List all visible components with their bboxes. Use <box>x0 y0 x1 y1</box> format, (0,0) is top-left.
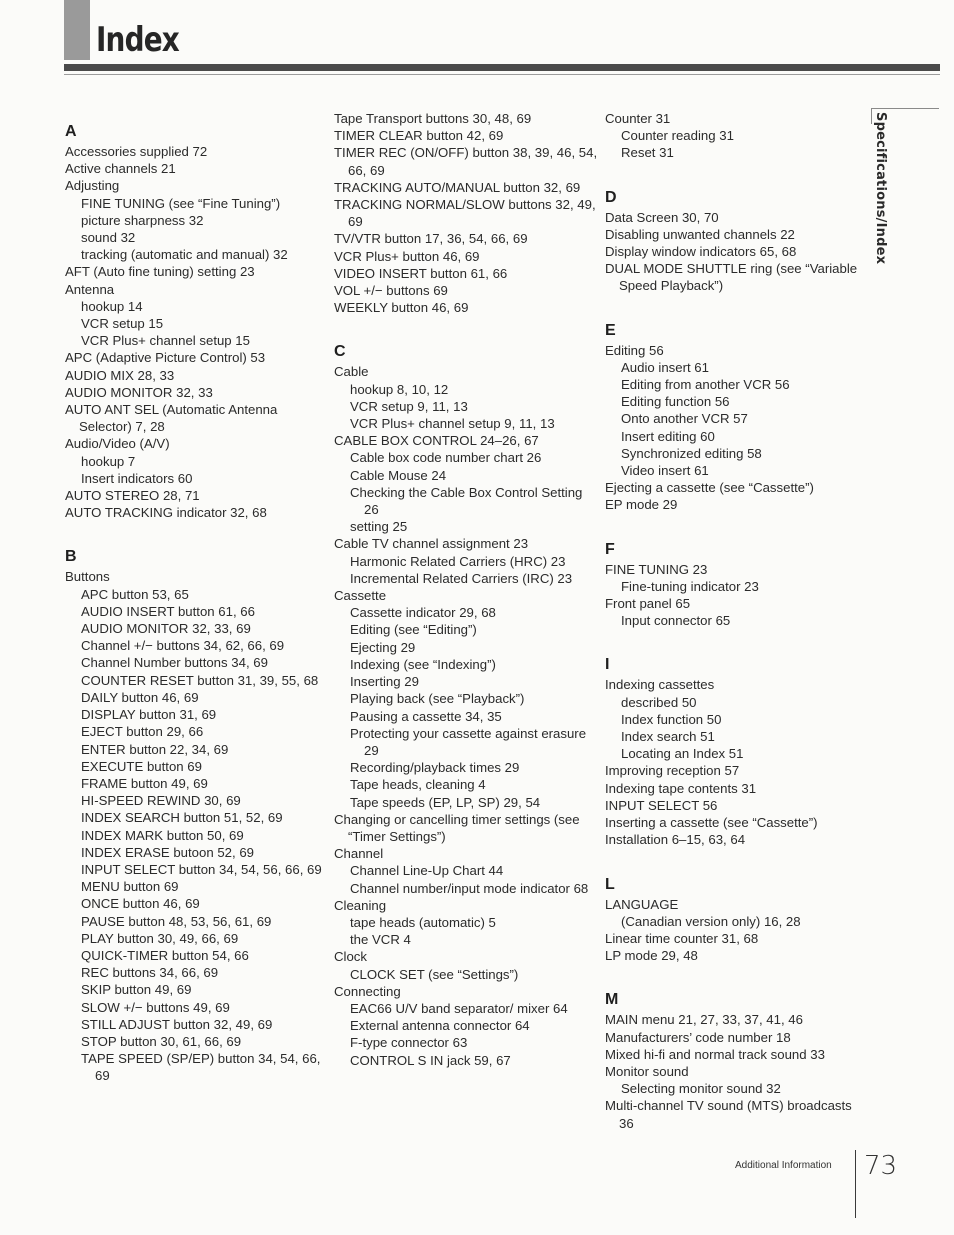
index-subentry: hookup 8, 10, 12 <box>350 381 449 397</box>
index-entry: Monitor sound <box>605 1063 689 1079</box>
index-column-2 <box>334 110 598 1069</box>
index-subentry: Counter reading 31 <box>621 128 734 144</box>
index-subentry: Channel number/input mode indicator 68 <box>350 880 589 896</box>
index-subentry: COUNTER RESET button 31, 39, 55, 68 <box>81 672 319 688</box>
index-entry: Display window indicators 65, 68 <box>605 244 797 260</box>
index-entry: VOL +/− buttons 69 <box>334 283 448 299</box>
index-subentry: EAC66 U/V band separator/ mixer 64 <box>350 1000 568 1016</box>
index-entry: LP mode 29, 48 <box>605 948 698 964</box>
index-subentry: APC button 53, 65 <box>81 586 189 602</box>
index-subentry: Tape speeds (EP, LP, SP) 29, 54 <box>350 794 541 810</box>
index-subentry: Playing back (see “Playback”) <box>350 691 525 707</box>
index-subentry: Input connector 65 <box>621 613 731 629</box>
index-subentry: PLAY button 30, 49, 66, 69 <box>81 930 239 946</box>
index-subentry: Insert indicators 60 <box>81 470 193 486</box>
index-entry: TIMER REC (ON/OFF) button 38, 39, 46, 54, 66, 69 <box>334 145 598 178</box>
header-rule <box>64 64 940 71</box>
index-subentry: TAPE SPEED (SP/EP) button 34, 54, 66, 69 <box>81 1051 321 1084</box>
index-entry: Indexing cassettes <box>605 677 715 693</box>
index-letter-heading: L <box>605 875 615 893</box>
index-subentry: HI-SPEED REWIND 30, 69 <box>81 793 241 809</box>
index-entry: Multi-channel TV sound (MTS) broadcasts 36 <box>605 1098 852 1131</box>
index-entry: Tape Transport buttons 30, 48, 69 <box>334 111 532 126</box>
index-subentry: Reset 31 <box>621 145 674 161</box>
index-subentry: QUICK-TIMER button 54, 66 <box>81 947 249 963</box>
side-tab-rule <box>871 108 939 109</box>
index-subentry: hookup 7 <box>81 453 136 469</box>
index-subentry: INDEX ERASE butoon 52, 69 <box>81 844 255 860</box>
index-subentry: AUDIO MONITOR 32, 33, 69 <box>81 621 251 637</box>
index-subentry: Cable box code number chart 26 <box>350 450 542 466</box>
index-subentry: Editing from another VCR 56 <box>621 377 790 393</box>
index-subentry: Indexing (see “Indexing”) <box>350 656 496 672</box>
index-entry: Installation 6–15, 63, 64 <box>605 832 746 848</box>
index-entry: Channel <box>334 846 384 862</box>
index-letter-heading: I <box>605 656 610 674</box>
index-subentry: Insert editing 60 <box>621 428 715 444</box>
index-subentry: the VCR 4 <box>350 932 411 948</box>
index-entry: Improving reception 57 <box>605 763 740 779</box>
index-subentry: CONTROL S IN jack 59, 67 <box>350 1052 511 1068</box>
index-entry: FINE TUNING 23 <box>605 561 708 577</box>
index-entry: Adjusting <box>65 178 120 194</box>
index-entry: Front panel 65 <box>605 596 691 612</box>
index-subentry: Selecting monitor sound 32 <box>621 1081 781 1097</box>
index-entry: CABLE BOX CONTROL 24–26, 67 <box>334 433 539 449</box>
index-entry: WEEKLY button 46, 69 <box>334 300 469 316</box>
index-subentry: EJECT button 29, 66 <box>81 724 204 740</box>
index-subentry: Channel Line-Up Chart 44 <box>350 863 504 879</box>
index-entry: AUDIO MIX 28, 33 <box>65 367 175 383</box>
index-subentry: VCR setup 15 <box>81 316 164 332</box>
index-entry: Linear time counter 31, 68 <box>605 930 759 946</box>
index-subentry: Harmonic Related Carriers (HRC) 23 <box>350 553 566 569</box>
index-entry: Changing or cancelling timer settings (see “Timer Settings”) <box>334 811 580 844</box>
index-subentry: VCR setup 9, 11, 13 <box>350 398 468 414</box>
index-entry: APC (Adaptive Picture Control) 53 <box>65 350 266 366</box>
page-title: Index <box>96 20 179 60</box>
index-subentry: Pausing a cassette 34, 35 <box>350 708 502 724</box>
index-subentry: SLOW +/− buttons 49, 69 <box>81 999 230 1015</box>
index-entry: Antenna <box>65 281 115 297</box>
index-subentry: tracking (automatic and manual) 32 <box>81 247 288 263</box>
index-entry: Active channels 21 <box>65 161 176 177</box>
index-letter-heading: A <box>65 123 77 140</box>
index-entry: Disabling unwanted channels 22 <box>605 226 795 242</box>
index-entry: AUDIO MONITOR 32, 33 <box>65 384 213 400</box>
index-entry: INPUT SELECT 56 <box>605 797 718 813</box>
index-entry: TRACKING AUTO/MANUAL button 32, 69 <box>334 179 581 195</box>
index-subentry: VCR Plus+ channel setup 9, 11, 13 <box>350 416 555 432</box>
index-subentry: Cable Mouse 24 <box>350 467 447 483</box>
index-subentry: Recording/playback times 29 <box>350 760 520 776</box>
index-column-3 <box>605 110 867 1132</box>
index-entry: Clock <box>334 949 367 965</box>
index-subentry: Locating an Index 51 <box>621 746 744 762</box>
index-subentry: Cassette indicator 29, 68 <box>350 605 496 621</box>
index-entry: EP mode 29 <box>605 497 678 513</box>
index-entry: Buttons <box>65 569 110 585</box>
index-subentry: VCR Plus+ channel setup 15 <box>81 333 250 349</box>
page-number: 73 <box>864 1151 898 1181</box>
index-subentry: Synchronized editing 58 <box>621 445 762 461</box>
index-subentry: PAUSE button 48, 53, 56, 61, 69 <box>81 913 272 929</box>
index-subentry: Audio insert 61 <box>621 359 709 375</box>
index-subentry: DISPLAY button 31, 69 <box>81 707 217 723</box>
index-letter-heading: M <box>605 991 619 1009</box>
index-subentry: Ejecting 29 <box>350 639 416 655</box>
index-entry: Counter 31 <box>605 111 671 126</box>
index-subentry: ENTER button 22, 34, 69 <box>81 741 229 757</box>
index-entry: Editing 56 <box>605 342 664 358</box>
footer-divider <box>855 1150 856 1218</box>
index-subentry: Protecting your cassette against erasure 29 <box>350 725 587 758</box>
index-subentry: Channel +/− buttons 34, 62, 66, 69 <box>81 638 285 654</box>
index-subentry: Index search 51 <box>621 729 715 745</box>
index-entry: AUTO TRACKING indicator 32, 68 <box>65 505 267 521</box>
index-subentry: F-type connector 63 <box>350 1035 468 1051</box>
index-entry: Indexing tape contents 31 <box>605 780 757 796</box>
index-entry: AFT (Auto fine tuning) setting 23 <box>65 264 255 280</box>
index-letter-heading: F <box>605 540 615 558</box>
index-subentry: AUDIO INSERT button 61, 66 <box>81 603 255 619</box>
index-subentry: EXECUTE button 69 <box>81 758 202 774</box>
index-entry: TIMER CLEAR button 42, 69 <box>334 128 504 144</box>
side-tab-rule-vertical <box>871 108 872 124</box>
index-subentry: INDEX SEARCH button 51, 52, 69 <box>81 810 283 826</box>
index-entry: AUTO ANT SEL (Automatic Antenna Selector) 7, 28 <box>65 402 278 435</box>
index-entry: VIDEO INSERT button 61, 66 <box>334 265 508 281</box>
index-column-1 <box>65 110 327 1085</box>
index-entry: MAIN menu 21, 27, 33, 37, 41, 46 <box>605 1012 803 1028</box>
index-subentry: described 50 <box>621 694 697 710</box>
index-subentry: CLOCK SET (see “Settings”) <box>350 966 519 982</box>
index-subentry: tape heads (automatic) 5 <box>350 914 496 930</box>
index-subentry: Channel Number buttons 34, 69 <box>81 655 268 671</box>
index-subentry: Index function 50 <box>621 711 722 727</box>
index-entry: Ejecting a cassette (see “Cassette”) <box>605 480 814 496</box>
index-entry: TV/VTR button 17, 36, 54, 66, 69 <box>334 231 528 247</box>
side-tab-label: Specifications/Index <box>873 112 888 265</box>
index-entry: Cassette <box>334 588 387 604</box>
index-entry: Inserting a cassette (see “Cassette”) <box>605 815 818 831</box>
index-entry: Mixed hi-fi and normal track sound 33 <box>605 1046 825 1062</box>
index-subentry: Checking the Cable Box Control Setting 26 <box>350 484 583 518</box>
index-entry: Manufacturers’ code number 18 <box>605 1029 791 1045</box>
index-subentry: External antenna connector 64 <box>350 1018 530 1034</box>
index-subentry: Video insert 61 <box>621 463 709 479</box>
index-subentry: sound 32 <box>81 230 136 246</box>
index-subentry: setting 25 <box>350 519 408 535</box>
index-subentry: INDEX MARK button 50, 69 <box>81 827 244 843</box>
index-entry: LANGUAGE <box>605 896 679 912</box>
index-letter-heading: D <box>605 188 617 206</box>
index-subentry: hookup 14 <box>81 298 143 314</box>
index-letter-heading: B <box>65 548 77 566</box>
index-subentry: Editing (see “Editing”) <box>350 622 477 638</box>
index-entry: Accessories supplied 72 <box>65 144 208 159</box>
index-subentry: SKIP button 49, 69 <box>81 982 192 998</box>
index-entry: Audio/Video (A/V) <box>65 436 170 452</box>
index-entry: Connecting <box>334 983 401 999</box>
header-tab-marker <box>64 0 90 60</box>
index-subentry: picture sharpness 32 <box>81 212 204 228</box>
index-subentry: Incremental Related Carriers (IRC) 23 <box>350 570 573 586</box>
header-rule-thin <box>64 74 940 75</box>
index-entry: AUTO STEREO 28, 71 <box>65 488 200 504</box>
index-entry: Cable <box>334 364 369 380</box>
index-entry: Cable TV channel assignment 23 <box>334 536 529 552</box>
index-subentry: ONCE button 46, 69 <box>81 896 200 912</box>
footer-section-label: Additional Information <box>735 1160 832 1171</box>
index-subentry: (Canadian version only) 16, 28 <box>621 913 801 929</box>
index-subentry: STOP button 30, 61, 66, 69 <box>81 1033 242 1049</box>
index-entry: TRACKING NORMAL/SLOW buttons 32, 49, 69 <box>334 197 596 230</box>
index-subentry: INPUT SELECT button 34, 54, 56, 66, 69 <box>81 861 322 877</box>
index-subentry: FINE TUNING (see “Fine Tuning”) <box>81 195 281 211</box>
index-letter-heading: E <box>605 321 616 339</box>
index-letter-heading: C <box>334 343 346 361</box>
index-subentry: REC buttons 34, 66, 69 <box>81 965 219 981</box>
index-subentry: Inserting 29 <box>350 674 419 690</box>
index-subentry: STILL ADJUST button 32, 49, 69 <box>81 1016 273 1032</box>
index-entry: DUAL MODE SHUTTLE ring (see “Variable Speed Playback”) <box>605 261 858 294</box>
index-entry: VCR Plus+ button 46, 69 <box>334 248 480 264</box>
index-subentry: Fine-tuning indicator 23 <box>621 578 759 594</box>
index-subentry: MENU button 69 <box>81 879 179 895</box>
index-subentry: DAILY button 46, 69 <box>81 689 199 705</box>
index-entry: Data Screen 30, 70 <box>605 209 719 225</box>
index-subentry: Editing function 56 <box>621 394 730 410</box>
index-entry: Cleaning <box>334 897 387 913</box>
index-subentry: FRAME button 49, 69 <box>81 775 208 791</box>
index-subentry: Tape heads, cleaning 4 <box>350 777 486 793</box>
index-subentry: Onto another VCR 57 <box>621 411 748 427</box>
